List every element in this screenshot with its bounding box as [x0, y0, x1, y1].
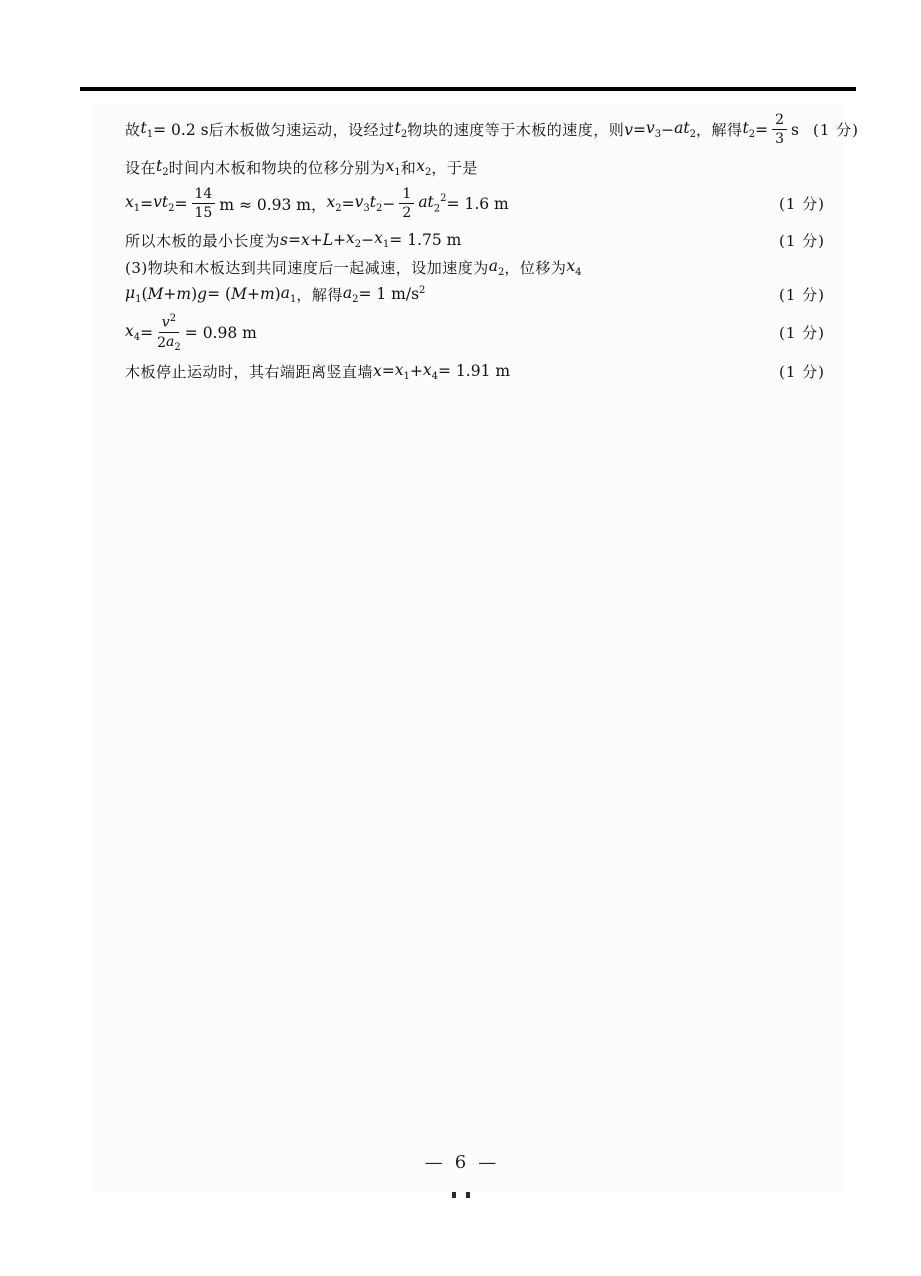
math-variable — [162, 313, 176, 331]
math-variable — [153, 193, 174, 214]
token-text: = ( — [207, 285, 232, 304]
solution-line — [125, 157, 825, 178]
math-variable — [386, 157, 401, 178]
token-text: at — [674, 119, 690, 138]
token-text: t — [742, 119, 749, 138]
token-text: − — [382, 194, 396, 213]
token-text: + — [333, 231, 347, 250]
solution-line — [125, 257, 825, 278]
token-text: x — [566, 256, 576, 275]
math-text — [438, 362, 510, 380]
math-text — [247, 285, 260, 303]
token-text: a — [280, 283, 290, 302]
math-text — [342, 195, 355, 213]
subscript: 2 — [689, 129, 696, 141]
token-text: 所以木板的最小长度为 — [125, 231, 281, 250]
math-variable — [743, 119, 756, 140]
token-text: 和 — [400, 159, 417, 178]
text-run — [407, 119, 624, 140]
subscript: 2 — [425, 167, 432, 179]
solution-text-block — [125, 112, 860, 382]
math-text — [175, 195, 188, 213]
token-text: = 0.98 m — [184, 323, 257, 342]
token-text: = — [381, 362, 395, 381]
score-marker: (1 分) — [813, 121, 860, 140]
token-text: a — [342, 283, 353, 302]
math-variable — [346, 229, 361, 250]
fraction — [157, 313, 181, 353]
score-marker: (1 分) — [778, 285, 825, 304]
token-text: = — [341, 194, 355, 213]
text-run — [125, 119, 141, 140]
line-content — [125, 186, 509, 221]
math-text — [410, 362, 423, 380]
solution-line — [125, 313, 825, 353]
text-run — [696, 119, 743, 140]
math-variable — [343, 284, 359, 305]
line-content — [125, 313, 257, 353]
text-run — [125, 257, 489, 278]
token-text: = — [140, 323, 154, 342]
math-variable — [166, 334, 181, 353]
token-text: ，位移为 — [504, 258, 567, 277]
token-text: x — [374, 229, 383, 248]
math-text — [361, 231, 374, 249]
math-variable — [327, 193, 342, 214]
token-text: at — [418, 193, 434, 212]
footer-dash-right: — — [478, 1152, 497, 1173]
token-text: = 1.75 m — [389, 231, 462, 250]
token-text: 2 — [775, 112, 785, 128]
fraction-numerator — [192, 186, 216, 204]
fraction-numerator — [399, 186, 414, 204]
subscript: 1 — [133, 203, 141, 215]
token-text: x — [373, 362, 382, 381]
token-text: 2 — [402, 205, 412, 222]
token-text: = 1 m/s — [358, 285, 420, 304]
math-text — [207, 285, 231, 303]
line-content — [125, 284, 425, 305]
math-variable — [395, 119, 408, 140]
math-variable — [370, 193, 383, 214]
math-variable — [566, 257, 581, 278]
token-text: M — [231, 285, 247, 304]
math-text — [755, 121, 768, 139]
scan-artifact-marks — [0, 1192, 921, 1198]
math-variable — [355, 193, 370, 214]
math-variable — [141, 119, 154, 140]
math-variable — [197, 285, 207, 303]
math-text — [382, 195, 395, 213]
token-text: M — [147, 285, 164, 304]
subscript: 1 — [146, 129, 154, 141]
text-run — [125, 361, 373, 382]
fraction-denominator — [157, 333, 181, 353]
token-text: 14 — [194, 186, 213, 203]
math-text — [157, 335, 166, 351]
token-text: x — [416, 157, 426, 176]
token-text: − — [661, 120, 675, 139]
token-text: v — [645, 119, 655, 138]
math-variable — [260, 285, 275, 303]
subscript: 2 — [352, 293, 359, 305]
fraction — [772, 112, 787, 147]
token-text: t — [140, 119, 147, 138]
token-text: 木板停止运动时，其右端距离竖直墙 — [125, 362, 374, 381]
subscript: 2 — [498, 266, 505, 278]
scan-artifact-dot — [466, 1192, 470, 1198]
math-variable — [125, 193, 140, 214]
token-text: = — [632, 120, 646, 139]
math-text — [775, 131, 784, 147]
token-text: vt — [153, 193, 169, 212]
text-run — [431, 157, 478, 178]
fraction — [399, 186, 414, 221]
token-text: v — [161, 314, 170, 331]
token-text: a — [488, 256, 498, 275]
line-content — [125, 157, 478, 178]
math-variable — [148, 285, 164, 303]
header-rule-line — [80, 87, 856, 91]
token-text: x — [394, 360, 404, 379]
footer-dash-left: — — [424, 1152, 443, 1173]
token-text: + — [409, 362, 423, 381]
subscript: 1 — [135, 293, 142, 305]
math-text — [140, 195, 153, 213]
page-number: 6 — [454, 1152, 467, 1173]
math-text — [310, 231, 323, 249]
math-text — [402, 205, 411, 221]
text-run — [209, 119, 395, 140]
math-text — [333, 231, 346, 249]
token-text: ，于是 — [431, 159, 478, 178]
math-variable — [301, 231, 310, 249]
subscript: 2 — [354, 239, 362, 251]
text-run — [169, 157, 386, 178]
line-content — [125, 257, 582, 278]
solution-line — [125, 284, 825, 305]
math-variable — [231, 285, 247, 303]
scan-artifact-dot — [452, 1192, 456, 1198]
math-text — [661, 121, 674, 139]
math-variable — [395, 361, 410, 382]
subscript: 2 — [335, 203, 342, 215]
token-text: x — [300, 231, 310, 250]
math-variable — [423, 361, 438, 382]
math-text — [140, 324, 153, 342]
subscript: 1 — [403, 370, 410, 382]
math-text — [358, 285, 425, 303]
token-text: 15 — [194, 205, 213, 222]
subscript: 4 — [575, 266, 582, 278]
math-variable — [125, 284, 141, 305]
page-footer — [0, 1152, 921, 1173]
token-text: μ — [125, 283, 136, 302]
token-text: = — [287, 231, 301, 250]
math-text — [195, 186, 213, 202]
math-text — [389, 231, 461, 249]
token-text: + — [163, 285, 177, 304]
line-content — [125, 361, 510, 382]
score-marker: (1 分) — [778, 195, 825, 214]
solution-line — [125, 229, 825, 250]
subscript: 2 — [433, 203, 441, 215]
math-variable — [416, 157, 431, 178]
token-text: s — [280, 231, 288, 250]
subscript: 3 — [363, 203, 370, 215]
text-run — [504, 257, 566, 278]
math-variable — [373, 362, 382, 380]
token-text: x — [385, 157, 395, 176]
token-text: x — [346, 229, 355, 248]
fraction-denominator — [195, 204, 213, 221]
subscript: 4 — [133, 332, 141, 344]
token-text: m ≈ 0.93 m， — [219, 195, 327, 214]
token-text: ，解得 — [695, 121, 743, 140]
superscript: 2 — [440, 193, 447, 205]
math-text — [195, 205, 213, 221]
subscript: 2 — [400, 129, 408, 141]
math-text — [288, 231, 301, 249]
token-text: = — [174, 194, 188, 213]
subscript: 1 — [382, 239, 390, 251]
subscript: 1 — [394, 167, 401, 179]
fraction-denominator — [402, 204, 411, 221]
text-run — [296, 284, 343, 305]
math-variable — [374, 229, 389, 250]
fraction-numerator — [159, 313, 179, 333]
math-variable — [674, 119, 696, 140]
token-text: = 1.6 m — [446, 194, 509, 213]
token-text: 3 — [775, 131, 785, 148]
token-text: x — [125, 193, 134, 212]
token-text: 2 — [157, 335, 167, 352]
token-text: x — [422, 360, 432, 379]
token-text: 时间内木板和物块的位移分别为 — [168, 159, 386, 178]
token-text: 1 — [402, 186, 412, 203]
token-text: ) — [274, 285, 281, 304]
text-run — [401, 157, 417, 178]
token-text: 设在 — [125, 159, 157, 178]
math-variable — [646, 119, 661, 140]
text-run — [125, 157, 156, 178]
score-marker: (1 分) — [778, 324, 825, 343]
solution-line — [125, 361, 825, 382]
token-text: t — [156, 157, 163, 176]
math-text — [185, 324, 257, 342]
math-text — [163, 285, 176, 303]
math-variable — [156, 157, 169, 178]
math-text — [382, 362, 395, 380]
token-text: 后木板做匀速运动，设经过 — [208, 121, 395, 140]
solution-line — [125, 186, 825, 221]
math-text — [633, 121, 646, 139]
line-content — [125, 112, 799, 147]
superscript: 2 — [169, 312, 177, 324]
token-text: 故 — [125, 121, 141, 140]
subscript: 4 — [431, 370, 439, 382]
subscript: 2 — [174, 341, 181, 353]
token-text: + — [309, 231, 323, 250]
token-text: m — [259, 285, 275, 304]
math-variable — [323, 231, 333, 249]
solution-line — [125, 112, 860, 148]
math-text — [775, 112, 784, 128]
subscript: 3 — [654, 129, 662, 141]
math-variable — [125, 322, 140, 343]
math-variable — [418, 193, 446, 214]
token-text: s — [791, 120, 799, 139]
fraction-denominator — [775, 130, 784, 147]
text-run — [125, 230, 280, 251]
token-text: = 1.91 m — [438, 362, 511, 381]
math-variable — [280, 231, 288, 249]
token-text: m — [176, 285, 192, 304]
token-text: 物块的速度等于木板的速度，则 — [407, 121, 625, 140]
token-text: = 0.2 s — [153, 120, 209, 139]
math-text — [402, 186, 411, 202]
superscript: 2 — [419, 285, 426, 297]
fraction-numerator — [772, 112, 787, 130]
token-text: ( — [141, 285, 148, 304]
token-text: = — [140, 194, 154, 213]
score-marker: (1 分) — [778, 362, 825, 381]
subscript: 2 — [162, 167, 169, 179]
token-text: = — [755, 120, 769, 139]
token-text: x — [326, 193, 336, 212]
token-text: a — [166, 333, 175, 350]
math-text — [447, 195, 509, 213]
token-text: ) — [191, 285, 198, 304]
token-text: + — [246, 285, 260, 304]
token-text: t — [369, 193, 377, 212]
score-marker: (1 分) — [778, 231, 825, 250]
token-text: x — [125, 322, 134, 341]
math-variable — [624, 121, 633, 139]
math-variable — [489, 257, 505, 278]
math-variable — [176, 285, 191, 303]
token-text: ，解得 — [296, 285, 343, 304]
subscript: 2 — [748, 129, 756, 141]
fraction — [192, 186, 216, 221]
subscript: 2 — [376, 203, 383, 215]
token-text: v — [624, 120, 633, 139]
line-content — [125, 229, 461, 250]
subscript: 1 — [289, 293, 297, 305]
token-text: t — [394, 119, 401, 138]
token-text: − — [361, 231, 375, 250]
token-text: L — [322, 231, 334, 250]
subscript: 2 — [168, 203, 175, 215]
math-text — [153, 121, 208, 139]
token-text: g — [197, 285, 208, 304]
token-text: v — [354, 193, 364, 212]
math-text — [791, 121, 799, 139]
token-text: (3)物块和木板达到共同速度后一起减速，设加速度为 — [125, 258, 489, 277]
math-variable — [281, 284, 297, 305]
math-text — [219, 193, 326, 215]
